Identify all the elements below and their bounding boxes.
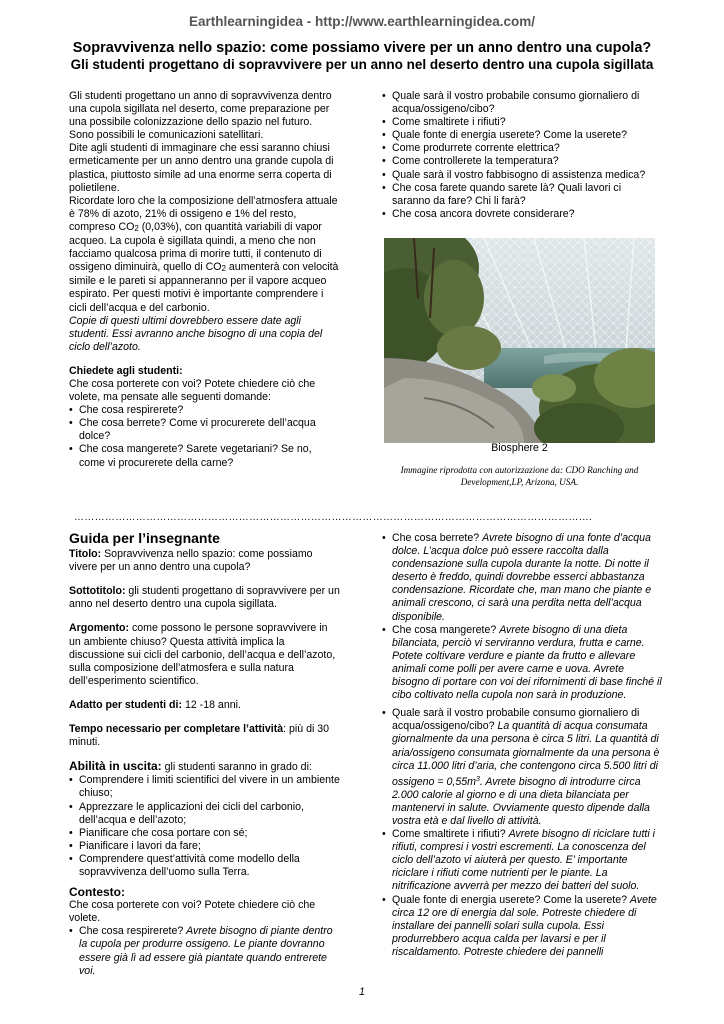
page-title: Sopravvivenza nello spazio: come possiamo vivere per un anno dentro una cupola?: [72, 40, 652, 56]
abilita-intro: gli studenti saranno in grado di:: [161, 761, 312, 774]
list-item: • Come produrrete corrente elettrica?: [382, 142, 662, 155]
list-item: • Come controllerete la temperatura?: [382, 155, 662, 168]
list-item: • Che cosa mangerete? Sarete vegetariani? Se no, come vi procurerete della carne?: [69, 443, 339, 469]
answer-question: Quale fonte di energia userete? Come la userete?: [392, 893, 630, 906]
list-item: • Comprendere quest’attività come modello della sopravvivenza dell’uomo sulla Terra.: [69, 853, 341, 879]
biosphere-illustration: [384, 238, 655, 443]
guide-tempo: [69, 723, 341, 749]
answer-text: Avrete bisogno di piante dentro la cupola per produrre ossigeno. Le piante dovranno essere già lì ad essere già piantate quando entrerete voi.: [79, 925, 333, 977]
questions-list: [382, 90, 662, 221]
list-item: • Che cosa farete quando sarete là? Quali lavori ci saranno da fare? Chi li farà?: [382, 182, 662, 208]
intro-column: [69, 90, 339, 470]
guide-adatto: [69, 699, 341, 712]
list-item: [382, 707, 662, 828]
answer-text: [392, 720, 659, 827]
guide-titolo: [69, 548, 341, 574]
answer-text: Avete circa 12 ore di energia dal sole. Potreste chiedere di installare dei pannelli solari sulla cupola. Essi produrrebbero acqua calda per lavarsi e per il riscaldamento. Potreste chiedere dei pannelli: [392, 893, 657, 958]
tempo-text: : più di 30 minuti.: [69, 723, 330, 749]
page-number: 1: [359, 986, 365, 998]
photo-credit: Immagine riprodotta con autorizzazione da: CDO Ranching and Development,LP, Arizona, USA.: [400, 465, 639, 487]
intro-paragraph-1: Gli studenti progettano un anno di sopravvivenza dentro una cupola sigillata nel deserto, come preparazione per una possibile colonizzazione dello spazio nel futuro. Sono possibili le comunicazioni satellitari.: [69, 90, 332, 142]
answer-text-part: . Avrete bisogno di introdurre circa 2.000 calorie al giorno e di una dieta bilanciata per mantenervi in salute. Ovviamente questo dipende dalla vostra età e dal livello di attività.: [392, 775, 650, 827]
contesto-list: [69, 925, 341, 977]
tempo-label: Tempo necessario per completare l’attività: [69, 723, 284, 736]
list-item: • Apprezzare le applicazioni dei cicli del carbonio, dell’acqua e dell’azoto;: [69, 801, 341, 827]
sottotitolo-text: gli studenti progettano di sopravvivere per un anno nel deserto dentro una cupola sigillata.: [69, 585, 340, 611]
abilita-label: Abilità in uscita:: [69, 759, 162, 774]
site-header: Earthlearningidea - http://www.earthlearningidea.com/: [188, 14, 536, 29]
guide-heading: Guida per l’insegnante: [69, 530, 220, 546]
cubic-superscript: 3: [475, 775, 480, 783]
ask-list: [69, 404, 339, 469]
list-item: • Quale sarà il vostro probabile consumo giornaliero di acqua/ossigeno/cibo?: [382, 90, 662, 116]
intro-paragraph-3: [69, 195, 339, 315]
adatto-label: Adatto per studenti di:: [69, 698, 182, 711]
page-subtitle: Gli studenti progettano di sopravvivere per un anno nel deserto dentro una cupola sigillata: [70, 57, 654, 72]
answer-text: Avrete bisogno di riciclare tutti i rifiuti, compresi i vostri escrementi. La conoscenza del ciclo dell’azoto vi aiuterà per questo. E’ importante riciclare i rifiuti come nutrienti per le piante. La nitrificazione avverrà per mezzo dei batteri del suolo.: [392, 828, 655, 893]
biosphere-photo: [384, 238, 655, 443]
list-item: • Pianificare che cosa portare con sé;: [69, 827, 341, 840]
list-item: [69, 925, 341, 977]
list-item: [382, 624, 662, 703]
answers-list: [382, 532, 662, 959]
intro-p3-c: aumenterà con velocità simile e le pareti si appanneranno per il vapore acqueo espirato. Per questi motivi è importante comprendere i cicli dell’acqua e del carbonio.: [69, 261, 339, 314]
list-item: • Come smaltirete i rifiuti?: [382, 116, 662, 129]
list-item: • Che cosa berrete? Come vi procurerete dell’acqua dolce?: [69, 417, 339, 443]
abilita-list: [69, 774, 341, 879]
intro-p3-a: Ricordate loro che la composizione dell’atmosfera attuale è 78% di azoto, 21% di ossigeno e 1% del resto, compreso CO: [69, 194, 338, 233]
list-item: [382, 532, 662, 624]
guide-sottotitolo: [69, 585, 341, 611]
intro-p3-b: (0,03%), con quantità variabili di vapor acqueo. La cupola è sigillata quindi, a meno che non facciamo qualcosa prima di morire tutti, il contenuto di ossigeno diminuirà, quello di CO: [69, 220, 322, 274]
dotted-divider: …………………………………………………………………………………………………………………………………….: [74, 512, 593, 523]
answer-text: Avrete bisogno di una fonte d’acqua dolce. L’acqua dolce può essere raccolta dalla condensazione sulla cupola durante la notte. Di notte il deserto è freddo, quindi dovrebbe esserci abbastanza condensazione. Ricordate che, man mano che piante e animali crescono, ci sarà una perdita netta dell’acqua disponibile.: [392, 532, 652, 623]
answer-text: Avrete bisogno di una dieta bilanciata, perciò vi serviranno verdura, frutta e carne. Potete coltivare verdure e piante da frutto e allevare animali come polli per avere carne e uova. Avrete bisogno di portare con voi dei rifornimenti di base finché il cibo coltivato nella cupola non sarà in produzione.: [392, 623, 662, 702]
guide-argomento: [69, 622, 341, 687]
list-item: • Che cosa ancora dovrete considerare?: [382, 208, 662, 221]
argomento-text: come possono le persone sopravvivere in un ambiente chiuso? Questa attività implica la discussione sui cicli del carbonio, dell’acqua e dell’azoto, sulla composizione dell’atmosfera e sulla natura dell’esperimento scientifico.: [69, 622, 336, 687]
answer-question: Come smaltirete i rifiuti?: [392, 828, 509, 841]
answer-question: Che cosa mangerete?: [392, 623, 500, 636]
answers-column: [382, 532, 662, 959]
list-item: [382, 828, 662, 893]
argomento-label: Argomento:: [69, 622, 130, 635]
guide-column: [69, 532, 341, 978]
titolo-label: Titolo:: [69, 548, 102, 561]
sottotitolo-label: Sottotitolo:: [69, 585, 126, 598]
co2-subscript: 2: [134, 223, 139, 233]
list-item: • Quale fonte di energia userete? Come la userete?: [382, 129, 662, 142]
answer-question: Quale sarà il vostro probabile consumo giornaliero di acqua/ossigeno/cibo?: [392, 707, 640, 733]
titolo-text: Sopravvivenza nello spazio: come possiamo vivere per un anno dentro una cupola?: [69, 548, 313, 574]
co2-subscript: 2: [221, 264, 226, 274]
photo-caption: Biosphere 2: [491, 442, 548, 454]
intro-paragraph-2: Dite agli studenti di immaginare che essi saranno chiusi ermeticamente per un anno dentro una grande cupola di plastica, piuttosto simile ad una enorme serra coperta di polietilene.: [69, 142, 334, 194]
answer-question: Che cosa respirerete?: [79, 925, 187, 938]
list-item: • Pianificare i lavori da fare;: [69, 840, 341, 853]
list-item: • Che cosa respirerete?: [69, 404, 339, 417]
list-item: • Quale sarà il vostro fabbisogno di assistenza medica?: [382, 169, 662, 182]
adatto-text: 12 -18 anni.: [182, 698, 241, 711]
intro-paragraph-4: Copie di questi ultimi dovrebbero essere date agli studenti. Essi avranno anche bisogno di una copia del ciclo dell’azoto.: [69, 314, 323, 353]
answer-question: Che cosa berrete?: [392, 532, 483, 544]
guide-abilita: [69, 760, 341, 774]
contesto-heading: Contesto:: [69, 885, 125, 900]
list-item: [382, 894, 662, 959]
contesto-text: Che cosa porterete con voi? Potete chiedere ciò che volete.: [69, 899, 316, 925]
list-item: • Comprendere i limiti scientifici del vivere in un ambiente chiuso;: [69, 774, 341, 800]
questions-column: [382, 90, 662, 221]
ask-text: Che cosa porterete con voi? Potete chiedere ciò che volete, ma pensate alle seguenti domande:: [69, 377, 316, 404]
answer-text-part: La quantità di acqua consumata giornalmente da una persona è circa 5 litri. La quantità di aria/ossigeno consumata giornalmente da una persona è circa 11.000 litri d’aria, che contengono circa 5.500 litri di ossigeno = 0,55m: [392, 720, 660, 788]
ask-heading: Chiedete agli studenti:: [69, 364, 183, 377]
